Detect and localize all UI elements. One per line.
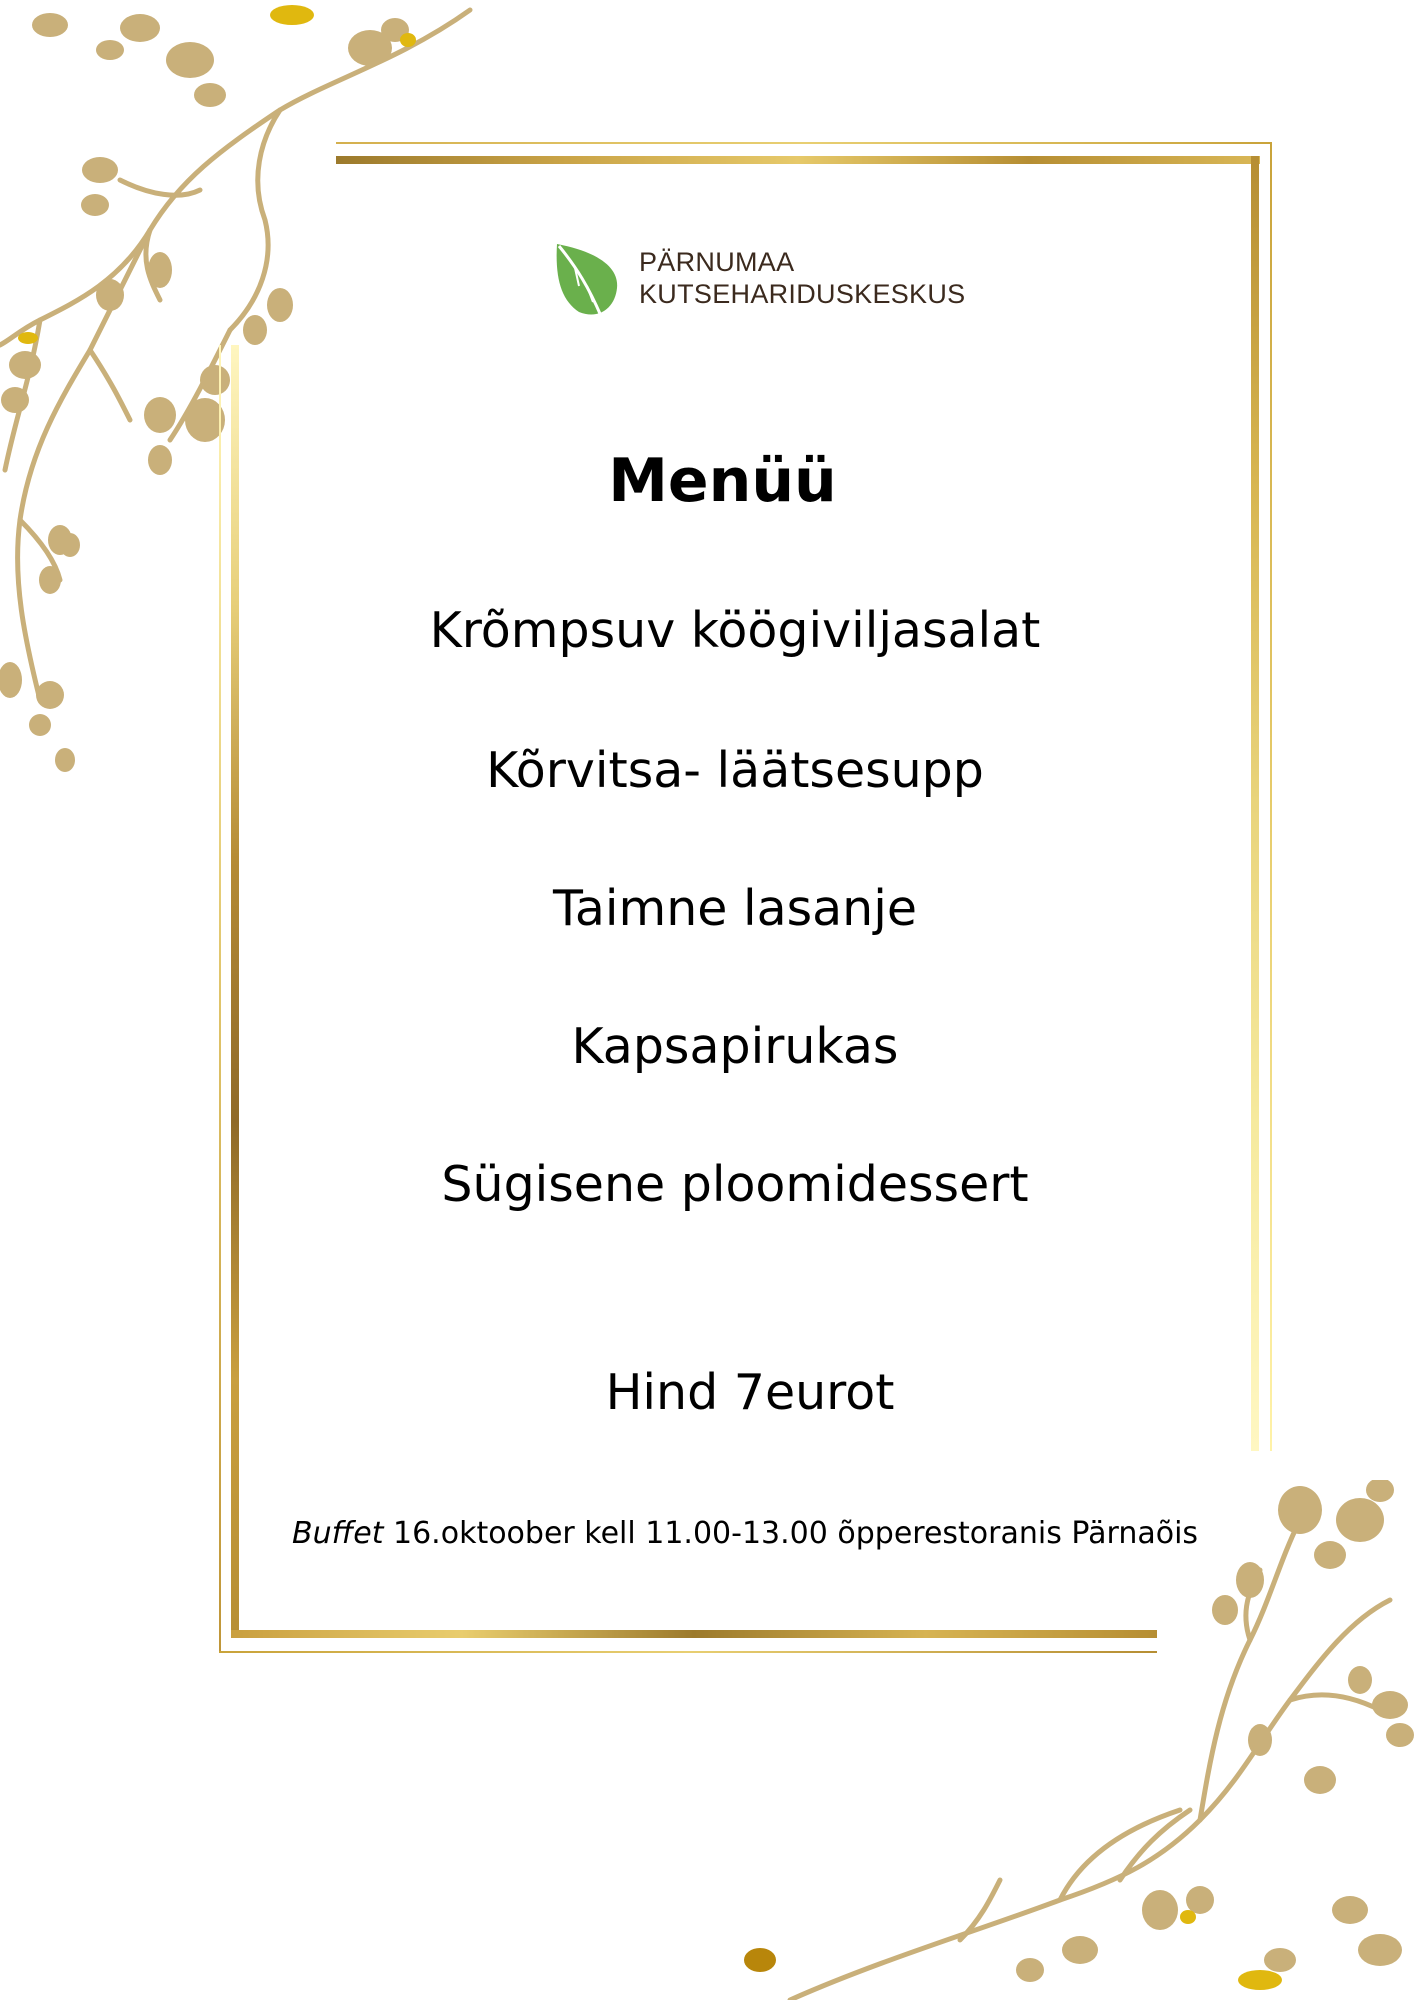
- menu-item-5: Sügisene ploomidessert: [441, 1156, 1029, 1213]
- leaf-icon: [549, 238, 619, 318]
- school-logo: [549, 238, 965, 318]
- menu-item-3: Taimne lasanje: [553, 880, 917, 937]
- buffet-label: Buffet: [292, 1516, 384, 1551]
- frame-top-outer-line: [336, 142, 1272, 144]
- buffet-details: 16.oktoober kell 11.00-13.00 õpperestoranis Pärnaõis: [383, 1516, 1199, 1551]
- frame-left-inner-line: [231, 345, 239, 1638]
- frame-top-inner-line: [336, 156, 1260, 164]
- menu-title: Menüü: [608, 446, 837, 516]
- menu-item-1: Krõmpsuv köögiviljasalat: [429, 602, 1041, 659]
- menu-item-2: Kõrvitsa- läätsesupp: [486, 742, 984, 799]
- floral-branch-bottom-right: [560, 1480, 1414, 2000]
- buffet-info: [292, 1514, 1198, 1554]
- logo-text: [639, 246, 965, 310]
- menu-price: Hind 7eurot: [605, 1364, 895, 1421]
- frame-bottom-inner-line: [231, 1630, 1157, 1638]
- frame-left-outer-line: [219, 345, 221, 1653]
- logo-line-1: PÄRNUMAA: [639, 247, 795, 277]
- menu-item-4: Kapsapirukas: [571, 1018, 899, 1075]
- logo-line-2: KUTSEHARIDUSKESKUS: [639, 279, 966, 309]
- frame-bottom-outer-line: [219, 1651, 1157, 1653]
